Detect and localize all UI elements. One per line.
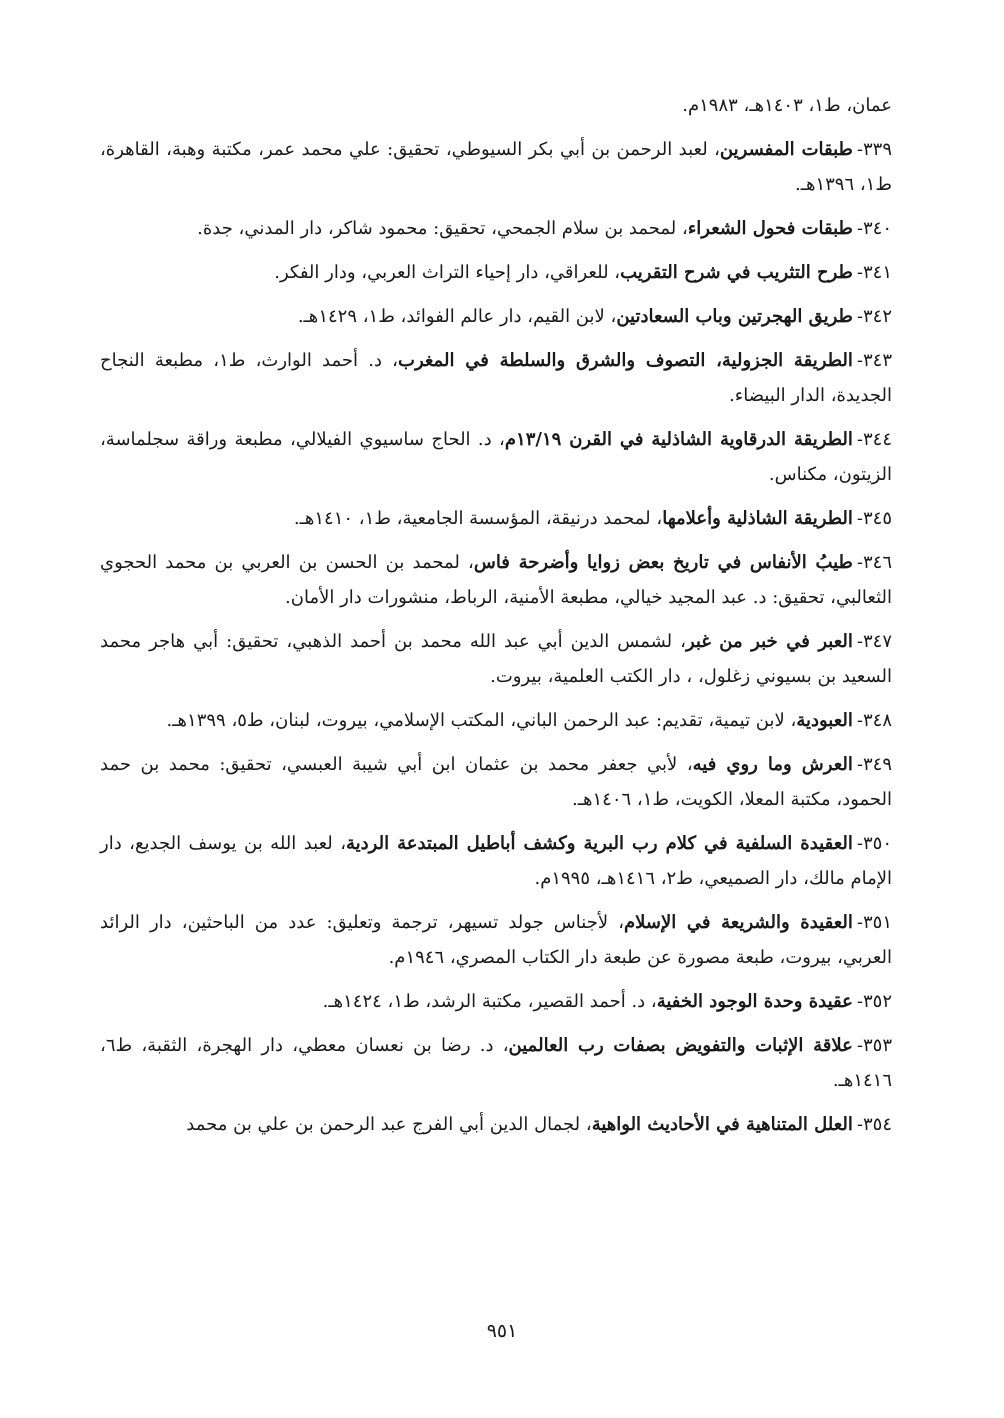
entry-title: الطريقة الشاذلية وأعلامها — [662, 508, 853, 529]
entry-title: طبقات فحول الشعراء — [687, 218, 853, 239]
entry-details: ، لجمال الدين أبي الفرج عبد الرحمن بن علي بن محمد — [186, 1114, 592, 1135]
entry-340 — [100, 211, 892, 246]
entry-354 — [100, 1107, 892, 1142]
entry-continuation: عمان، ط١، ١٤٠٣هـ، ١٩٨٣م. — [682, 95, 892, 116]
entry-number: ٣٤٣- — [856, 350, 892, 371]
entry-344 — [100, 422, 892, 492]
entry-title: طيبُ الأنفاس في تاريخ بعض زوايا وأضرحة فاس — [473, 552, 853, 573]
entry-details: ، د. الحاج ساسيوي الفيلالي، مطبعة وراقة سجلماسة، الزيتون، مكناس. — [100, 429, 892, 485]
entry-348 — [100, 703, 892, 738]
entry-number: ٣٤٨- — [856, 710, 892, 731]
entry-number: ٣٥١- — [856, 912, 892, 933]
entry-number: ٣٤٦- — [856, 552, 892, 573]
entry-353 — [100, 1028, 892, 1098]
entry-343 — [100, 343, 892, 413]
entry-title: طبقات المفسرين — [719, 139, 853, 160]
entry-details: ، لمحمد بن سلام الجمحي، تحقيق: محمود شاكر، دار المدني، جدة. — [197, 218, 688, 239]
entry-339 — [100, 132, 892, 202]
entry-details: ، لمحمد بن الحسن بن العربي بن محمد الحجوي الثعالبي، تحقيق: د. عبد المجيد خيالي، مطبعة الأمنية، الرباط، منشورات دار الأمان. — [100, 552, 892, 608]
entry-number: ٣٥٠- — [856, 833, 892, 854]
entry-number: ٣٤٥- — [856, 508, 892, 529]
entry-number: ٣٥٣- — [856, 1035, 892, 1056]
entry-details: ، لابن القيم، دار عالم الفوائد، ط١، ١٤٢٩هـ. — [297, 306, 617, 327]
entry-details: ، د. رضا بن نعسان معطي، دار الهجرة، الثقبة، ط٦، ١٤١٦هـ. — [100, 1035, 892, 1091]
entry-title: العلل المتناهية في الأحاديث الواهية — [591, 1114, 853, 1135]
entry-341 — [100, 255, 892, 290]
entry-title: الطريقة الجزولية، التصوف والشرق والسلطة في المغرب — [398, 350, 853, 371]
entry-title: العرش وما روي فيه — [692, 754, 853, 775]
entry-details: ، د. أحمد الوارث، ط١، مطبعة النجاح الجديدة، الدار البيضاء. — [100, 350, 892, 406]
entry-number: ٣٤٤- — [856, 429, 892, 450]
entry-346 — [100, 545, 892, 615]
entry-350 — [100, 826, 892, 896]
entry-349 — [100, 747, 892, 817]
entry-title: طريق الهجرتين وباب السعادتين — [616, 306, 853, 327]
entry-title: طرح التثريب في شرح التقريب — [620, 262, 853, 283]
entry-details: ، للعراقي، دار إحياء التراث العربي، ودار الفكر. — [274, 262, 621, 283]
entry-title: الطريقة الدرقاوية الشاذلية في القرن ١٣/١٩م — [504, 429, 853, 450]
entry-351 — [100, 905, 892, 975]
entry-details: ، لمحمد درنيقة، المؤسسة الجامعية، ط١، ١٤١٠هـ. — [293, 508, 663, 529]
entry-details: ، لابن تيمية، تقديم: عبد الرحمن الباني، المكتب الإسلامي، بيروت، لبنان، ط٥، ١٣٩٩هـ. — [166, 710, 797, 731]
entry-345 — [100, 501, 892, 536]
entry-title: العقيدة السلفية في كلام رب البرية وكشف أباطيل المبتدعة الردية — [346, 833, 853, 854]
entry-details: ، لأجناس جولد تسيهر، ترجمة وتعليق: عدد من الباحثين، دار الرائد العربي، بيروت، طبعة مصورة عن طبعة دار الكتاب المصري، ١٩٤٦م. — [100, 912, 892, 968]
entry-title: العبودية — [796, 710, 853, 731]
entry-title: العقيدة والشريعة في الإسلام — [624, 912, 853, 933]
entry-title: عقيدة وحدة الوجود الخفية — [656, 991, 853, 1012]
entry-details: ، لشمس الدين أبي عبد الله محمد بن أحمد الذهبي، تحقيق: أبي هاجر محمد السعيد بن بسيوني زغلول، ، دار الكتب العلمية، بيروت. — [100, 631, 892, 687]
entry-342 — [100, 299, 892, 334]
entry-number: ٣٤٩- — [856, 754, 892, 775]
entry-number: ٣٤١- — [856, 262, 892, 283]
entry-details: ، لعبد الله بن يوسف الجديع، دار الإمام مالك، دار الصميعي، ط٢، ١٤١٦هـ، ١٩٩٥م. — [100, 833, 892, 889]
entry-number: ٣٤٠- — [856, 218, 892, 239]
entry-number: ٣٥٢- — [856, 991, 892, 1012]
entry-347 — [100, 624, 892, 694]
entry-details: ، د. أحمد القصير، مكتبة الرشد، ط١، ١٤٢٤هـ. — [322, 991, 657, 1012]
entry-details: ، لأبي جعفر محمد بن عثمان ابن أبي شيبة العبسي، تحقيق: محمد بن حمد الحمود، مكتبة المعلا، الكويت، ط١، ١٤٠٦هـ. — [100, 754, 892, 810]
entry-title: العبر في خبر من غبر — [685, 631, 853, 652]
bibliography-page — [100, 88, 892, 1151]
entry-352 — [100, 984, 892, 1019]
entry-details: ، لعبد الرحمن بن أبي بكر السيوطي، تحقيق: علي محمد عمر، مكتبة وهبة، القاهرة، ط١، ١٣٩٦هـ. — [100, 139, 892, 195]
entry-number: ٣٣٩- — [856, 139, 892, 160]
entry-number: ٣٤٢- — [856, 306, 892, 327]
entry-title: علاقة الإثبات والتفويض بصفات رب العالمين — [508, 1035, 853, 1056]
entry-number: ٣٥٤- — [856, 1114, 892, 1135]
entry-number: ٣٤٧- — [856, 631, 892, 652]
page-number: ٩٥١ — [486, 1320, 518, 1342]
